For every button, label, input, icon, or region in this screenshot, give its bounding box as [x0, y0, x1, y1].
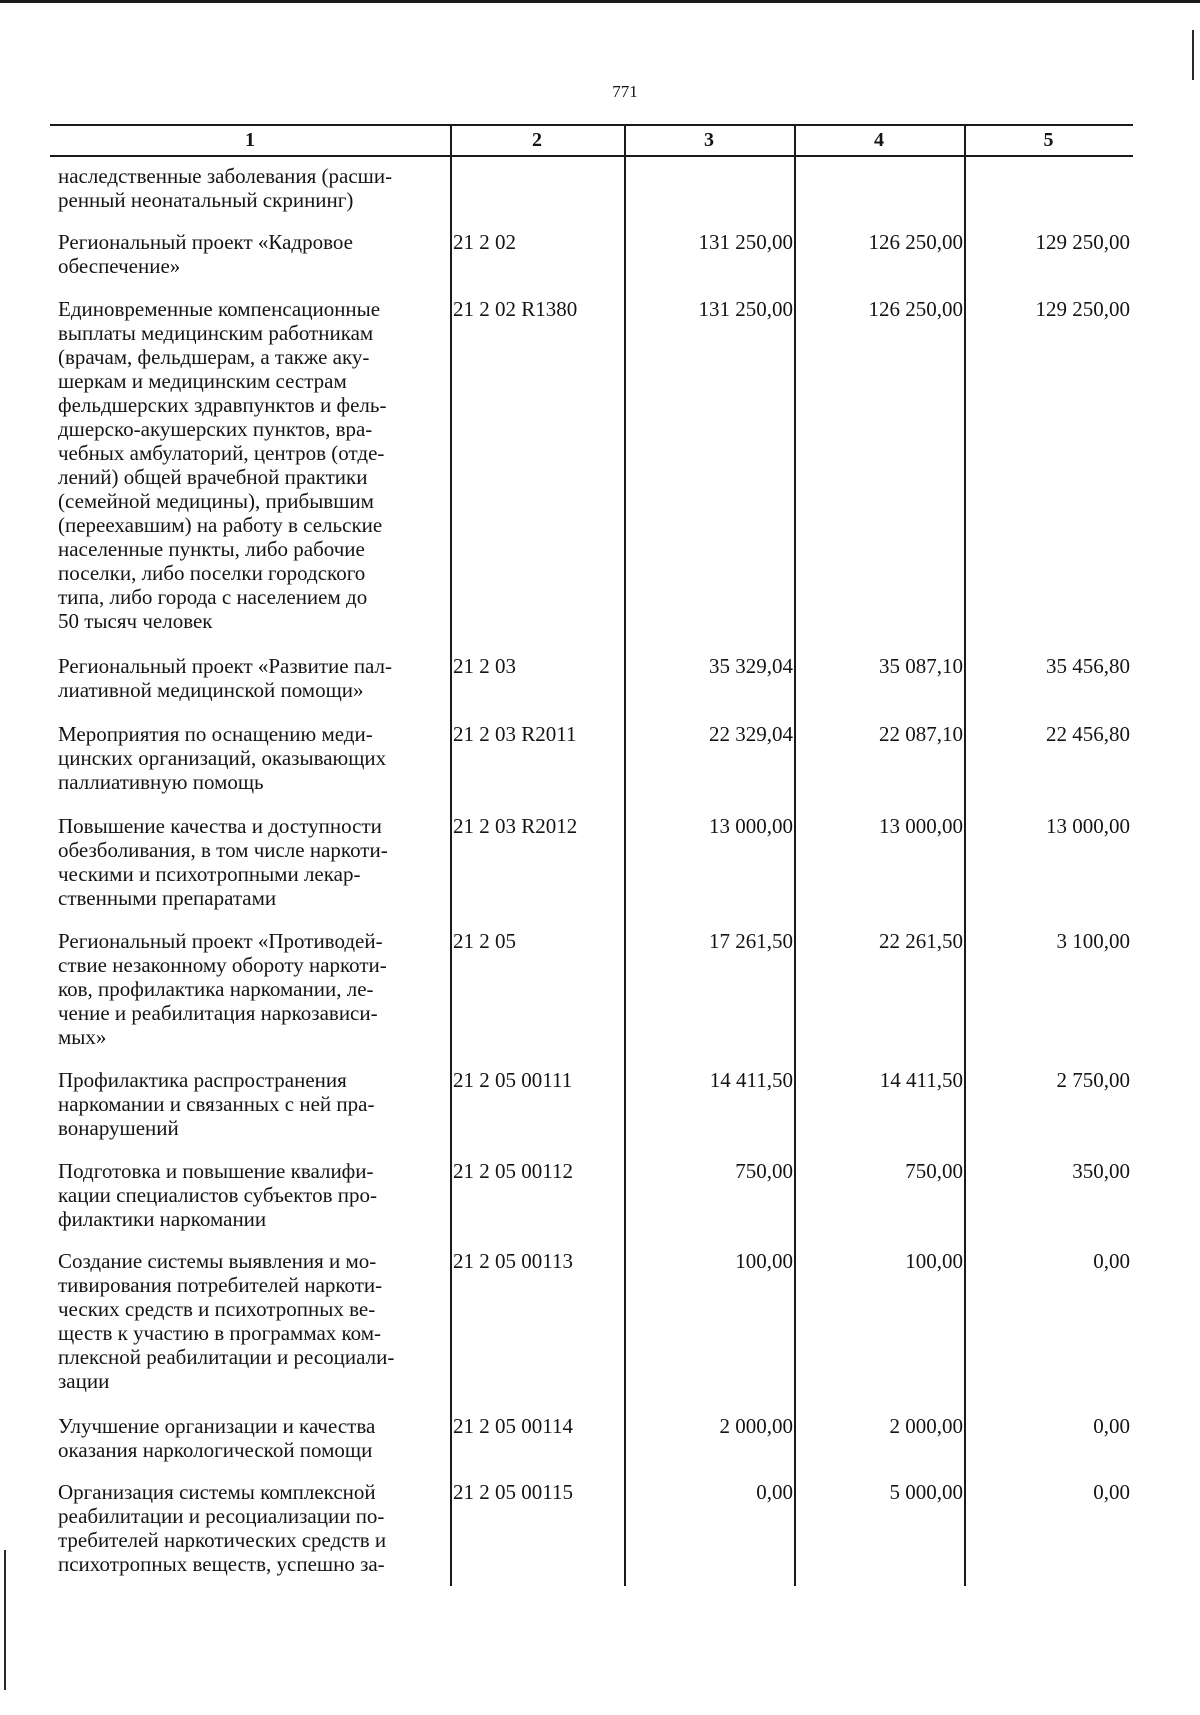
row-value-col4: 5 000,00: [889, 1480, 963, 1504]
row-value-col3: 750,00: [735, 1159, 793, 1183]
table-header-rule: [50, 155, 1133, 157]
row-name: Региональный проект «Противодей- ствие незаконному обороту наркоти- ков, профилактика наркомании, ле- чение и реабилитация наркозависи- мых»: [58, 929, 387, 1049]
row-code: 21 2 05: [453, 929, 516, 953]
column-divider: [964, 124, 966, 1586]
row-value-col5: 0,00: [1093, 1414, 1130, 1438]
row-value-col3: 22 329,04: [709, 722, 793, 746]
row-value-col5: 129 250,00: [1035, 297, 1130, 321]
row-code: 21 2 02: [453, 230, 516, 254]
column-divider: [794, 124, 796, 1586]
row-value-col3: 2 000,00: [719, 1414, 793, 1438]
column-divider: [450, 124, 452, 1586]
row-code: 21 2 05 00115: [453, 1480, 573, 1504]
row-value-col3: 0,00: [756, 1480, 793, 1504]
row-value-col5: 0,00: [1093, 1249, 1130, 1273]
row-value-col3: 100,00: [735, 1249, 793, 1273]
row-value-col4: 22 261,50: [879, 929, 963, 953]
row-value-col4: 750,00: [905, 1159, 963, 1183]
row-code: 21 2 05 00111: [453, 1068, 573, 1092]
row-name: Создание системы выявления и мо- тивирования потребителей наркоти- ческих средств и психотропных ве- ществ к участию в программах ком- плексной реабилитации и ресоциали- зации: [58, 1249, 395, 1393]
column-header-2: 2: [532, 129, 542, 151]
row-value-col4: 2 000,00: [889, 1414, 963, 1438]
row-value-col3: 17 261,50: [709, 929, 793, 953]
row-code: 21 2 03 R2011: [453, 722, 577, 746]
row-value-col4: 22 087,10: [879, 722, 963, 746]
row-value-col3: 131 250,00: [698, 297, 793, 321]
row-value-col3: 13 000,00: [709, 814, 793, 838]
row-name: Региональный проект «Кадровое обеспечение»: [58, 230, 353, 278]
scan-top-border: [0, 0, 1200, 3]
row-value-col5: 2 750,00: [1056, 1068, 1130, 1092]
row-value-col5: 3 100,00: [1056, 929, 1130, 953]
row-value-col3: 14 411,50: [709, 1068, 793, 1092]
row-value-col4: 13 000,00: [879, 814, 963, 838]
row-code: 21 2 03 R2012: [453, 814, 578, 838]
row-name: Улучшение организации и качества оказания наркологической помощи: [58, 1414, 376, 1462]
row-name: Организация системы комплексной реабилитации и ресоциализации по- требителей наркотических средств и психотропных веществ, успешно за-: [58, 1480, 387, 1576]
row-name: Региональный проект «Развитие пал- лиативной медицинской помощи»: [58, 654, 393, 702]
column-divider: [624, 124, 626, 1586]
row-name: Повышение качества и доступности обезболивания, в том числе наркоти- ческими и психотропными лекар- ственными препаратами: [58, 814, 388, 910]
row-name: Подготовка и повышение квалифи- кации специалистов субъектов про- филактики наркомании: [58, 1159, 377, 1231]
row-code: 21 2 03: [453, 654, 516, 678]
row-value-col4: 14 411,50: [879, 1068, 963, 1092]
column-header-3: 3: [704, 129, 714, 151]
row-code: 21 2 02 R1380: [453, 297, 578, 321]
row-name: Единовременные компенсационные выплаты медицинским работникам (врачам, фельдшерам, а также аку- шеркам и медицинским сестрам фельдшерских здравпунктов и фель- дшерско-акушерских пунктов, вра- чебных амбулаторий, центров (отде- лений) общей врачебной практики (семейной медицины), прибывшим (переехавшим) на работу в сельские населенные пункты, либо рабочие поселки, либо поселки городского типа, либо города с населением до 50 тысяч человек: [58, 297, 387, 633]
column-header-1: 1: [245, 129, 255, 151]
budget-table: [50, 124, 1133, 1586]
row-value-col5: 129 250,00: [1035, 230, 1130, 254]
row-value-col5: 35 456,80: [1046, 654, 1130, 678]
row-value-col5: 22 456,80: [1046, 722, 1130, 746]
column-header-5: 5: [1043, 129, 1054, 151]
row-value-col3: 35 329,04: [709, 654, 793, 678]
row-name: Мероприятия по оснащению меди- цинских организаций, оказывающих паллиативную помощь: [58, 722, 387, 794]
row-value-col5: 0,00: [1093, 1480, 1130, 1504]
scan-edge-mark: [4, 1550, 6, 1690]
row-value-col4: 126 250,00: [868, 230, 963, 254]
column-header-4: 4: [874, 129, 884, 151]
row-value-col4: 35 087,10: [879, 654, 963, 678]
row-code: 21 2 05 00113: [453, 1249, 573, 1273]
row-code: 21 2 05 00112: [453, 1159, 573, 1183]
row-value-col3: 131 250,00: [698, 230, 793, 254]
row-value-col5: 13 000,00: [1046, 814, 1130, 838]
scan-edge-mark: [1192, 30, 1194, 80]
row-name: наследственные заболевания (расши- ренный неонатальный скрининг): [58, 164, 393, 212]
row-value-col4: 100,00: [905, 1249, 963, 1273]
page-number: 771: [612, 82, 638, 101]
row-value-col4: 126 250,00: [868, 297, 963, 321]
row-value-col5: 350,00: [1072, 1159, 1130, 1183]
row-code: 21 2 05 00114: [453, 1414, 573, 1438]
row-name: Профилактика распространения наркомании и связанных с ней пра- вонарушений: [58, 1068, 375, 1140]
